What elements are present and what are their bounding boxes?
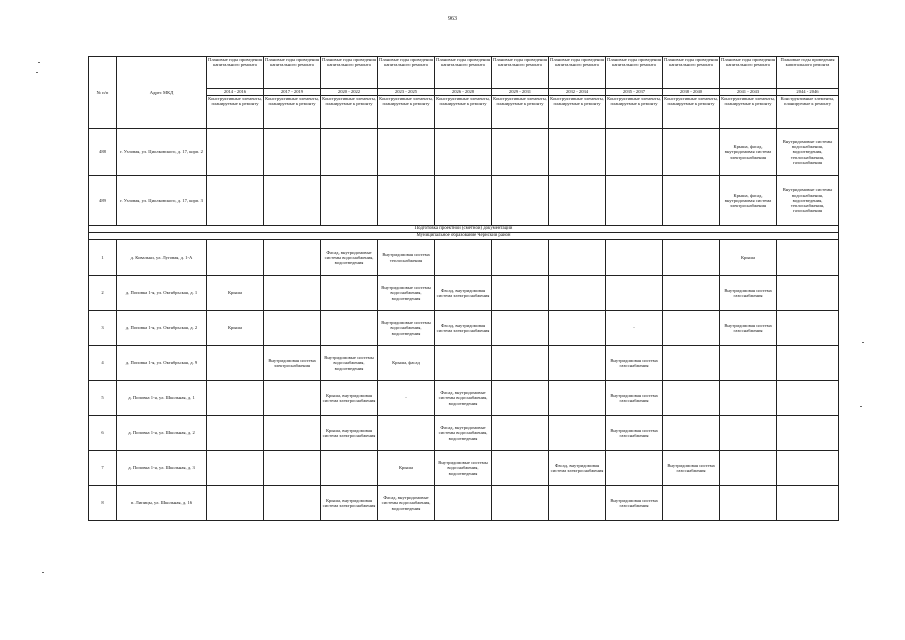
row-cell — [378, 416, 435, 451]
row-cell — [549, 129, 606, 176]
row-cell: Крыша, внутридомовая система электроснабжения — [321, 381, 378, 416]
row-cell — [720, 486, 777, 521]
table-row — [89, 381, 839, 416]
header-period-title: Плановые годы проведения капитального ремонта — [378, 57, 435, 89]
row-cell — [720, 381, 777, 416]
row-cell — [663, 276, 720, 311]
table-row — [89, 240, 839, 276]
row-cell: Крыша — [207, 311, 264, 346]
row-cell — [492, 416, 549, 451]
row-cell: Крыша, внутридомовая система электроснабжения — [321, 416, 378, 451]
row-cell: Крыша, внутридомовая система электроснабжения — [321, 486, 378, 521]
row-cell — [264, 240, 321, 276]
header-years: 2023 - 2025 — [378, 89, 435, 96]
row-cell — [492, 311, 549, 346]
row-cell — [435, 129, 492, 176]
row-cell: Внутридомовая система газоснабжения — [606, 416, 663, 451]
row-cell — [777, 486, 839, 521]
table-row — [89, 486, 839, 521]
row-address: д. Поповка 1-я, ул. Школьная, д. 2 — [117, 416, 207, 451]
row-cell — [435, 346, 492, 381]
row-cell — [207, 381, 264, 416]
row-cell: Внутридомовая система газоснабжения — [606, 346, 663, 381]
row-cell: Крыша — [378, 451, 435, 486]
row-cell — [549, 276, 606, 311]
row-cell — [264, 416, 321, 451]
header-elements: Конструктивные элементы, планируемые к ремонту — [207, 96, 264, 129]
header-elements: Конструктивные элементы, планируемые к ремонту — [606, 96, 663, 129]
table-row — [89, 451, 839, 486]
header-years: 2020 - 2022 — [321, 89, 378, 96]
row-cell: Крыша, фасад, внутридомовая система электроснабжения — [720, 129, 777, 176]
row-number: 8 — [89, 486, 117, 521]
section-headers — [89, 226, 839, 240]
header-period-title: Плановые годы проведения капитального ремонта — [720, 57, 777, 89]
row-cell — [207, 176, 264, 226]
scan-mark — [860, 406, 862, 407]
row-cell — [663, 346, 720, 381]
row-cell — [492, 346, 549, 381]
row-cell — [777, 240, 839, 276]
row-cell: Внутридомовая система газоснабжения — [663, 451, 720, 486]
row-cell: Фасад, внутридомовые системы водоснабжения, водоотведения — [321, 240, 378, 276]
table-row — [89, 416, 839, 451]
row-cell: Фасад, внутридомовые системы водоснабжения, водоотведения — [378, 486, 435, 521]
row-address: г. Узловая, ул. Циолковского, д. 17, корп. 3 — [117, 176, 207, 226]
row-cell — [264, 381, 321, 416]
row-cell — [549, 416, 606, 451]
table-row — [89, 276, 839, 311]
row-cell: Внутридомовая система газоснабжения — [606, 381, 663, 416]
row-number: 1 — [89, 240, 117, 276]
row-number: 6 — [89, 416, 117, 451]
row-cell — [549, 311, 606, 346]
table-row — [89, 129, 839, 176]
row-cell — [321, 276, 378, 311]
header-period-title: Плановые годы проведения капитального ремонта — [264, 57, 321, 89]
header-elements: Конструктивные элементы, планируемые к ремонту — [435, 96, 492, 129]
row-cell — [492, 381, 549, 416]
row-cell — [207, 451, 264, 486]
row-cell — [663, 311, 720, 346]
row-cell: Фасад, внутридомовые системы водоснабжения, водоотведения — [435, 381, 492, 416]
row-number: 7 — [89, 451, 117, 486]
header-period-title: Плановые годы проведения капитального ремонта — [663, 57, 720, 89]
repair-schedule-table — [88, 56, 839, 521]
header-elements: Конструктивные элементы, планируемые к ремонту — [378, 96, 435, 129]
row-cell: Внутридомовая система газоснабжения — [720, 276, 777, 311]
header-period-title: Плановые годы проведения капитального ремонта — [606, 57, 663, 89]
section-title-project-docs: Подготовка проектной (сметной) документации — [89, 226, 839, 233]
row-cell: - — [606, 311, 663, 346]
row-cell — [606, 240, 663, 276]
row-cell: Внутридомовая система газоснабжения — [720, 311, 777, 346]
header-period-title: Плановые годы проведения капитального ремонта — [207, 57, 264, 89]
row-cell — [492, 276, 549, 311]
header-years: 2032 - 2034 — [549, 89, 606, 96]
row-cell: Внутридомовая система теплоснабжения — [378, 240, 435, 276]
row-cell — [606, 276, 663, 311]
row-cell: Фасад, внутридомовые системы водоснабжения, водоотведения — [435, 416, 492, 451]
header-elements: Конструктивные элементы, планируемые к ремонту — [777, 96, 839, 129]
row-cell — [777, 311, 839, 346]
header-addr: Адрес МКД — [117, 57, 207, 129]
row-number: 2 — [89, 276, 117, 311]
row-cell: Крыша — [720, 240, 777, 276]
row-cell — [549, 486, 606, 521]
row-cell — [492, 486, 549, 521]
row-address: п. Липицы, ул. Школьная, д. 16 — [117, 486, 207, 521]
row-cell — [663, 176, 720, 226]
row-cell — [492, 451, 549, 486]
row-address: г. Узловая, ул. Циолковского, д. 17, корп. 2 — [117, 129, 207, 176]
row-cell — [606, 176, 663, 226]
row-number: 5 — [89, 381, 117, 416]
scan-mark — [42, 572, 44, 573]
row-address: д. Поповка 1-я, ул. Школьная, д. 1 — [117, 381, 207, 416]
row-cell — [492, 176, 549, 226]
header-row-periods — [89, 57, 839, 89]
row-cell: Внутридомовые системы водоснабжения, водоотведения — [321, 346, 378, 381]
row-cell — [435, 176, 492, 226]
row-cell — [549, 381, 606, 416]
row-cell — [435, 240, 492, 276]
row-cell: Крыша, фасад, внутридомовая система электроснабжения — [720, 176, 777, 226]
row-address: д. Ковальки, ул. Луговая, д. 1-А — [117, 240, 207, 276]
row-cell — [207, 486, 264, 521]
row-number: 488 — [89, 129, 117, 176]
row-cell — [492, 240, 549, 276]
row-cell: Внутридомовые системы водоснабжения, водоотведения, теплоснабжения, газоснабжения — [777, 129, 839, 176]
header-years: 2035 - 2037 — [606, 89, 663, 96]
scan-mark — [38, 62, 40, 63]
header-elements: Конструктивные элементы, планируемые к ремонту — [321, 96, 378, 129]
row-cell — [777, 381, 839, 416]
row-cell — [207, 346, 264, 381]
section-title-municipality: Муниципальное образование Чернский район — [89, 233, 839, 240]
row-cell — [264, 276, 321, 311]
header-elements: Конструктивные элементы, планируемые к ремонту — [720, 96, 777, 129]
row-cell — [663, 486, 720, 521]
row-cell: Внутридомовые системы водоснабжения, водоотведения — [435, 451, 492, 486]
row-cell — [264, 451, 321, 486]
row-cell — [777, 416, 839, 451]
header-elements: Конструктивные элементы, планируемые к ремонту — [549, 96, 606, 129]
header-period-title: Плановые годы проведения капитального ремонта — [549, 57, 606, 89]
row-cell: Крыша, фасад — [378, 346, 435, 381]
row-cell — [321, 311, 378, 346]
header-period-title: Плановые годы проведения капитального ремонта — [777, 57, 839, 89]
row-cell: - — [378, 381, 435, 416]
header-years: 2029 - 2031 — [492, 89, 549, 96]
row-cell — [663, 416, 720, 451]
row-cell — [777, 346, 839, 381]
scan-mark — [862, 342, 864, 343]
header-period-title: Плановые годы проведения капитального ремонта — [321, 57, 378, 89]
row-cell — [378, 176, 435, 226]
header-years: 2014 - 2016 — [207, 89, 264, 96]
table-row — [89, 176, 839, 226]
row-cell: Внутридомовые системы водоснабжения, водоотведения — [378, 311, 435, 346]
row-number: 3 — [89, 311, 117, 346]
row-cell — [321, 129, 378, 176]
header-years: 2026 - 2028 — [435, 89, 492, 96]
row-cell — [777, 451, 839, 486]
row-cell: Фасад, внутридомовая система электроснабжения — [435, 311, 492, 346]
header-elements: Конструктивные элементы, планируемые к ремонту — [492, 96, 549, 129]
row-cell — [549, 346, 606, 381]
row-cell — [606, 129, 663, 176]
page-number: 963 — [448, 16, 457, 22]
row-cell: Фасад, внутридомовая система электроснабжения — [435, 276, 492, 311]
row-number: 489 — [89, 176, 117, 226]
row-cell — [720, 346, 777, 381]
scan-mark — [36, 72, 38, 73]
row-cell: Фасад, внутридомовая система электроснабжения — [549, 451, 606, 486]
rows-after-section — [89, 240, 839, 521]
row-cell — [720, 451, 777, 486]
row-cell — [663, 129, 720, 176]
row-address: д. Поповка 1-я, ул. Школьная, д. 3 — [117, 451, 207, 486]
rows-before-section — [89, 129, 839, 226]
header-elements: Конструктивные элементы, планируемые к ремонту — [663, 96, 720, 129]
row-cell — [549, 176, 606, 226]
row-cell — [663, 381, 720, 416]
row-cell — [207, 240, 264, 276]
row-cell — [321, 176, 378, 226]
row-cell — [777, 276, 839, 311]
header-period-title: Плановые годы проведения капитального ремонта — [492, 57, 549, 89]
header-elements: Конструктивные элементы, планируемые к ремонту — [264, 96, 321, 129]
row-cell — [321, 451, 378, 486]
row-cell — [663, 240, 720, 276]
header-years: 2044 - 2046 — [777, 89, 839, 96]
row-cell: Крыша — [207, 276, 264, 311]
row-cell — [207, 416, 264, 451]
row-cell — [378, 129, 435, 176]
header-years: 2038 - 2040 — [663, 89, 720, 96]
table-row — [89, 311, 839, 346]
row-cell — [549, 240, 606, 276]
row-number: 4 — [89, 346, 117, 381]
row-cell: Внутридомовая система электроснабжения — [264, 346, 321, 381]
row-cell — [264, 129, 321, 176]
row-address: д. Поповка 1-я, ул. Октябрьская, д. 1 — [117, 276, 207, 311]
row-cell — [435, 486, 492, 521]
row-cell: Внутридомовая система газоснабжения — [606, 486, 663, 521]
row-address: д. Поповка 1-я, ул. Октябрьская, д. 2 — [117, 311, 207, 346]
header-years: 2041 - 2043 — [720, 89, 777, 96]
header-period-title: Плановые годы проведения капитального ремонта — [435, 57, 492, 89]
header-num: № п/п — [89, 57, 117, 129]
row-cell: Внутридомовые системы водоснабжения, водоотведения, теплоснабжения, газоснабжения — [777, 176, 839, 226]
table-row — [89, 346, 839, 381]
row-cell — [264, 176, 321, 226]
row-cell — [264, 311, 321, 346]
row-cell: Внутридомовые системы водоснабжения, водоотведения — [378, 276, 435, 311]
row-cell — [264, 486, 321, 521]
row-cell — [492, 129, 549, 176]
header-years: 2017 - 2019 — [264, 89, 321, 96]
row-cell — [720, 416, 777, 451]
row-cell — [606, 451, 663, 486]
row-cell — [207, 129, 264, 176]
row-address: д. Поповка 1-я, ул. Октябрьская, д. 9 — [117, 346, 207, 381]
